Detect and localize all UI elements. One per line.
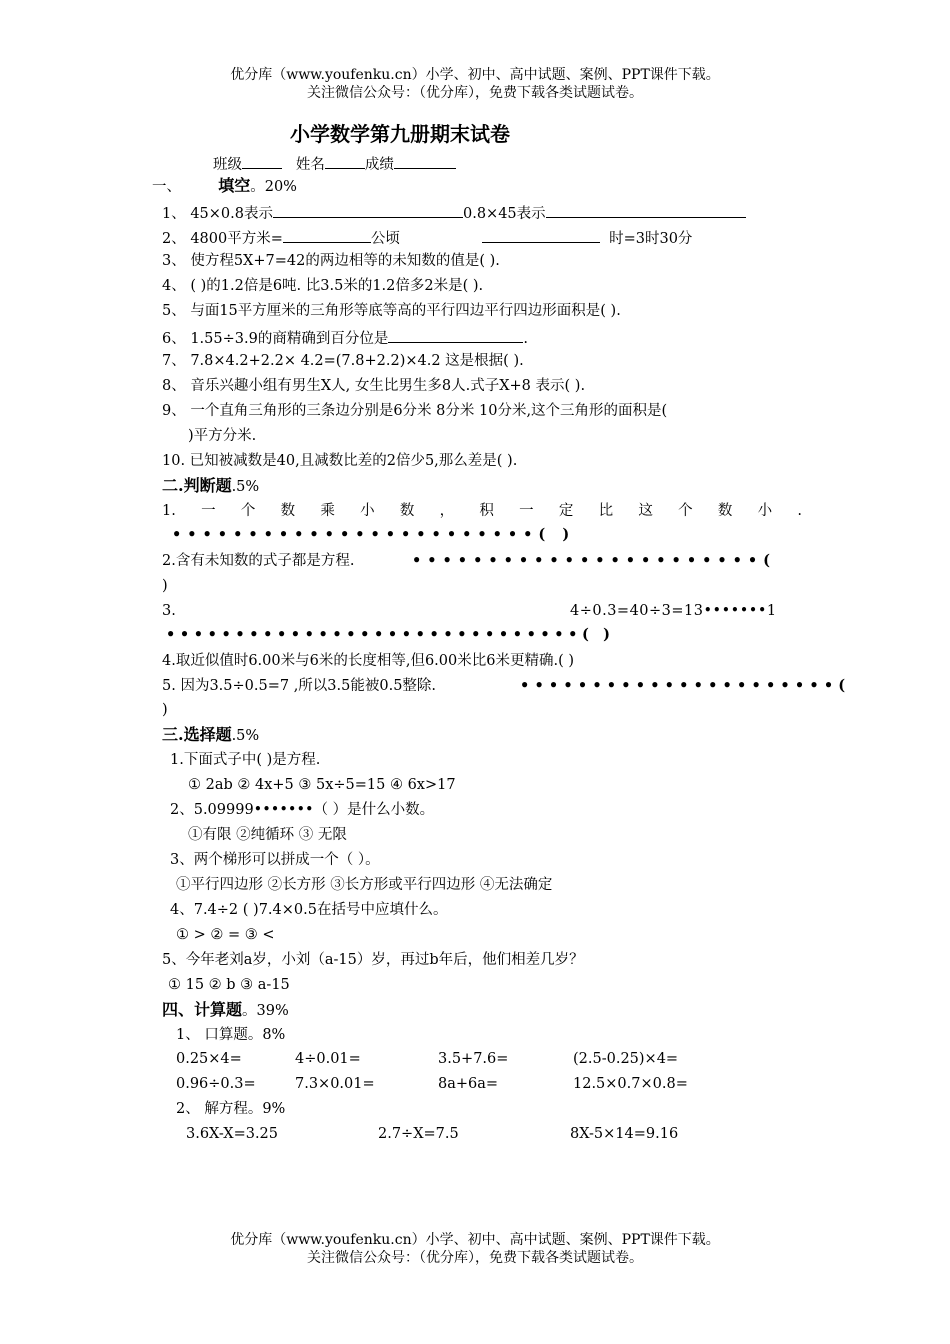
section2-heading bbox=[162, 476, 259, 497]
s2-q1-char: 数 bbox=[280, 503, 296, 519]
section4-heading bbox=[162, 1000, 289, 1021]
q6-blank bbox=[388, 326, 523, 343]
section1-percent: 。20% bbox=[250, 179, 297, 195]
score-label: 成绩 bbox=[364, 157, 394, 173]
s3-question-2: 2、5.09999•••••••（ ）是什么小数。 bbox=[170, 802, 435, 818]
s2-q1-char: 数 bbox=[717, 503, 733, 519]
s2-q1-char: 个 bbox=[678, 503, 693, 519]
s1-question-7: 7、 7.8×4.2+2.2× 4.2=(7.8+2.2)×4.2 这是根据( ). bbox=[162, 353, 524, 369]
s1-question-2 bbox=[162, 226, 692, 249]
section4-title: 四、计算题 bbox=[162, 1000, 243, 1019]
s4-sub2-heading: 2、 解方程。9% bbox=[176, 1101, 286, 1117]
s4-equation-2: 2.7÷X=7.5 bbox=[378, 1126, 459, 1142]
s3-question-5: 5、今年老刘a岁，小刘（a-15）岁，再过b年后，他们相差几岁？ bbox=[162, 952, 584, 968]
s1-question-5: 5、 与面15平方厘米的三角形等底等高的平行四边平行四边形面积是( ). bbox=[162, 303, 621, 319]
s2-q1-char: 个 bbox=[240, 503, 256, 519]
s1-question-1 bbox=[162, 201, 746, 224]
s2-q1-char: 数 bbox=[399, 503, 415, 519]
s2-q1-char: 积 bbox=[479, 503, 494, 519]
page-footer-line1: 优分库（www.youfenku.cn）小学、初中、高中试题、案例、PPT课件下载。 bbox=[230, 1232, 720, 1248]
q1-part-b: 0.8×45表示 bbox=[463, 206, 546, 222]
q1-blank-a bbox=[273, 201, 463, 218]
q1-blank-b bbox=[546, 201, 746, 218]
s2-question-1-line1 bbox=[162, 501, 802, 521]
s4-row1-c2: 4÷0.01= bbox=[295, 1051, 361, 1067]
student-info-line bbox=[213, 152, 456, 175]
section3-title: 三.选择题 bbox=[162, 725, 232, 744]
s2-q1-char: ， bbox=[439, 503, 455, 519]
s2-question-5: 5. 因为3.5÷0.5=7 ,所以3.5能被0.5整除. bbox=[162, 678, 437, 694]
s4-row2-c2: 7.3×0.01= bbox=[295, 1076, 375, 1092]
name-label: 姓名 bbox=[295, 157, 325, 173]
s3-question-1-options: ① 2ab ② 4x+5 ③ 5x÷5=15 ④ 6x>17 bbox=[188, 777, 456, 793]
section2-percent: .5% bbox=[231, 479, 260, 495]
s2-q1-char: 定 bbox=[558, 503, 574, 519]
s2-q1-char: 比 bbox=[598, 503, 614, 519]
s1-question-6 bbox=[162, 326, 528, 349]
s4-row1-c3: 3.5+7.6= bbox=[438, 1051, 509, 1067]
section1-number: 一、 bbox=[152, 179, 181, 195]
s2-question-5-dots: ••••••••••••••••••••••( bbox=[520, 677, 851, 694]
s2-question-2-end: ) bbox=[162, 578, 168, 594]
s2-question-2: 2.含有未知数的式子都是方程. bbox=[162, 553, 355, 569]
s4-row2-c4: 12.5×0.7×0.8= bbox=[573, 1076, 688, 1092]
section1-heading bbox=[152, 176, 297, 197]
s2-q1-char: 乘 bbox=[320, 503, 335, 519]
s3-question-5-options: ① 15 ② b ③ a-15 bbox=[168, 977, 290, 993]
s4-row2-c3: 8a+6a= bbox=[438, 1076, 499, 1092]
s4-row1-c4: (2.5-0.25)×4= bbox=[573, 1051, 679, 1067]
s2-question-4: 4.取近似值时6.00米与6米的长度相等,但6.00米比6米更精确.( ) bbox=[162, 653, 574, 669]
s3-question-4: 4、7.4÷2 ( )7.4×0.5在括号中应填什么。 bbox=[170, 902, 448, 918]
s3-question-3-options: ①平行四边形 ②长方形 ③长方形或平行四边形 ④无法确定 bbox=[176, 877, 553, 893]
s2-q1-char: 一 bbox=[201, 503, 216, 519]
q2-part-c: 时=3时30分 bbox=[609, 231, 693, 247]
s2-q1-char: 1. bbox=[162, 503, 176, 519]
s2-q1-char: 一 bbox=[519, 503, 534, 519]
section2-title: 二.判断题 bbox=[162, 476, 232, 495]
section3-percent: .5% bbox=[231, 728, 260, 744]
s4-equation-3: 8X-5×14=9.16 bbox=[570, 1126, 679, 1142]
section1-title: 填空 bbox=[218, 176, 251, 195]
page-title: 小学数学第九册期末试卷 bbox=[290, 122, 510, 146]
q2-blank-b bbox=[482, 226, 600, 243]
name-blank bbox=[325, 152, 365, 169]
s2-question-5-end: ) bbox=[162, 702, 168, 718]
s2-q1-char: . bbox=[797, 503, 802, 519]
s4-row2-c1: 0.96÷0.3= bbox=[176, 1076, 256, 1092]
section3-heading bbox=[162, 725, 259, 746]
class-label: 班级 bbox=[213, 157, 242, 173]
s1-question-8: 8、 音乐兴趣小组有男生X人, 女生比男生多8人.式子X+8 表示( ). bbox=[162, 378, 586, 394]
s1-question-4: 4、 ( )的1.2倍是6吨. 比3.5米的1.2倍多2米是( ). bbox=[162, 278, 484, 294]
q1-part-a: 1、 45×0.8表示 bbox=[162, 206, 273, 222]
class-blank bbox=[242, 152, 282, 169]
s2-q1-char: 小 bbox=[360, 503, 375, 519]
s1-question-3: 3、 使方程5X+7=42的两边相等的未知数的值是( ). bbox=[162, 253, 500, 269]
q6-text: 6、 1.55÷3.9的商精确到百分位是 bbox=[162, 331, 389, 347]
s3-question-3: 3、两个梯形可以拼成一个（ ）。 bbox=[170, 852, 380, 868]
s1-question-10: 10. 已知被减数是40,且减数比差的2倍少5,那么差是( ). bbox=[162, 453, 518, 469]
s3-question-4-options: ① > ② = ③ < bbox=[176, 927, 275, 943]
s3-question-2-options: ①有限 ②纯循环 ③ 无限 bbox=[188, 827, 347, 843]
q6-period: . bbox=[523, 331, 528, 347]
section4-percent: 。39% bbox=[242, 1003, 289, 1019]
s1-question-9-line1: 9、 一个直角三角形的三条边分别是6分米 8分米 10分米,这个三角形的面积是( bbox=[162, 403, 668, 419]
s2-q1-char: 这 bbox=[638, 503, 653, 519]
s4-equation-1: 3.6X-X=3.25 bbox=[186, 1126, 279, 1142]
q2-blank-a bbox=[283, 226, 371, 243]
page-footer-line2: 关注微信公众号：（优分库），免费下载各类试题试卷。 bbox=[307, 1250, 643, 1266]
s2-question-3-expression: 4÷0.3=40÷3=13•••••••1 bbox=[570, 603, 777, 619]
s4-row1-c1: 0.25×4= bbox=[176, 1051, 242, 1067]
q2-part-b: 公顷 bbox=[370, 231, 400, 247]
s2-question-2-dots: •••••••••••••••••••••••( bbox=[412, 552, 777, 569]
s1-question-9-line2: )平方分米. bbox=[188, 428, 257, 444]
s2-question-3-dots: ••••••••••••••••••••••••••••••( ) bbox=[166, 626, 615, 643]
page-header-line1: 优分库（www.youfenku.cn）小学、初中、高中试题、案例、PPT课件下载。 bbox=[230, 67, 720, 83]
s2-question-1-dots: ••••••••••••••••••••••••( ) bbox=[172, 526, 576, 543]
page-header-line2: 关注微信公众号：（优分库），免费下载各类试题试卷。 bbox=[307, 85, 643, 101]
score-blank bbox=[394, 152, 456, 169]
s3-question-1: 1.下面式子中( )是方程. bbox=[170, 752, 321, 768]
s4-sub1-heading: 1、 口算题。8% bbox=[176, 1027, 286, 1043]
q2-part-a: 2、 4800平方米= bbox=[162, 231, 283, 247]
s2-q1-char: 小 bbox=[757, 503, 773, 519]
s2-question-3-number: 3. bbox=[162, 603, 176, 619]
